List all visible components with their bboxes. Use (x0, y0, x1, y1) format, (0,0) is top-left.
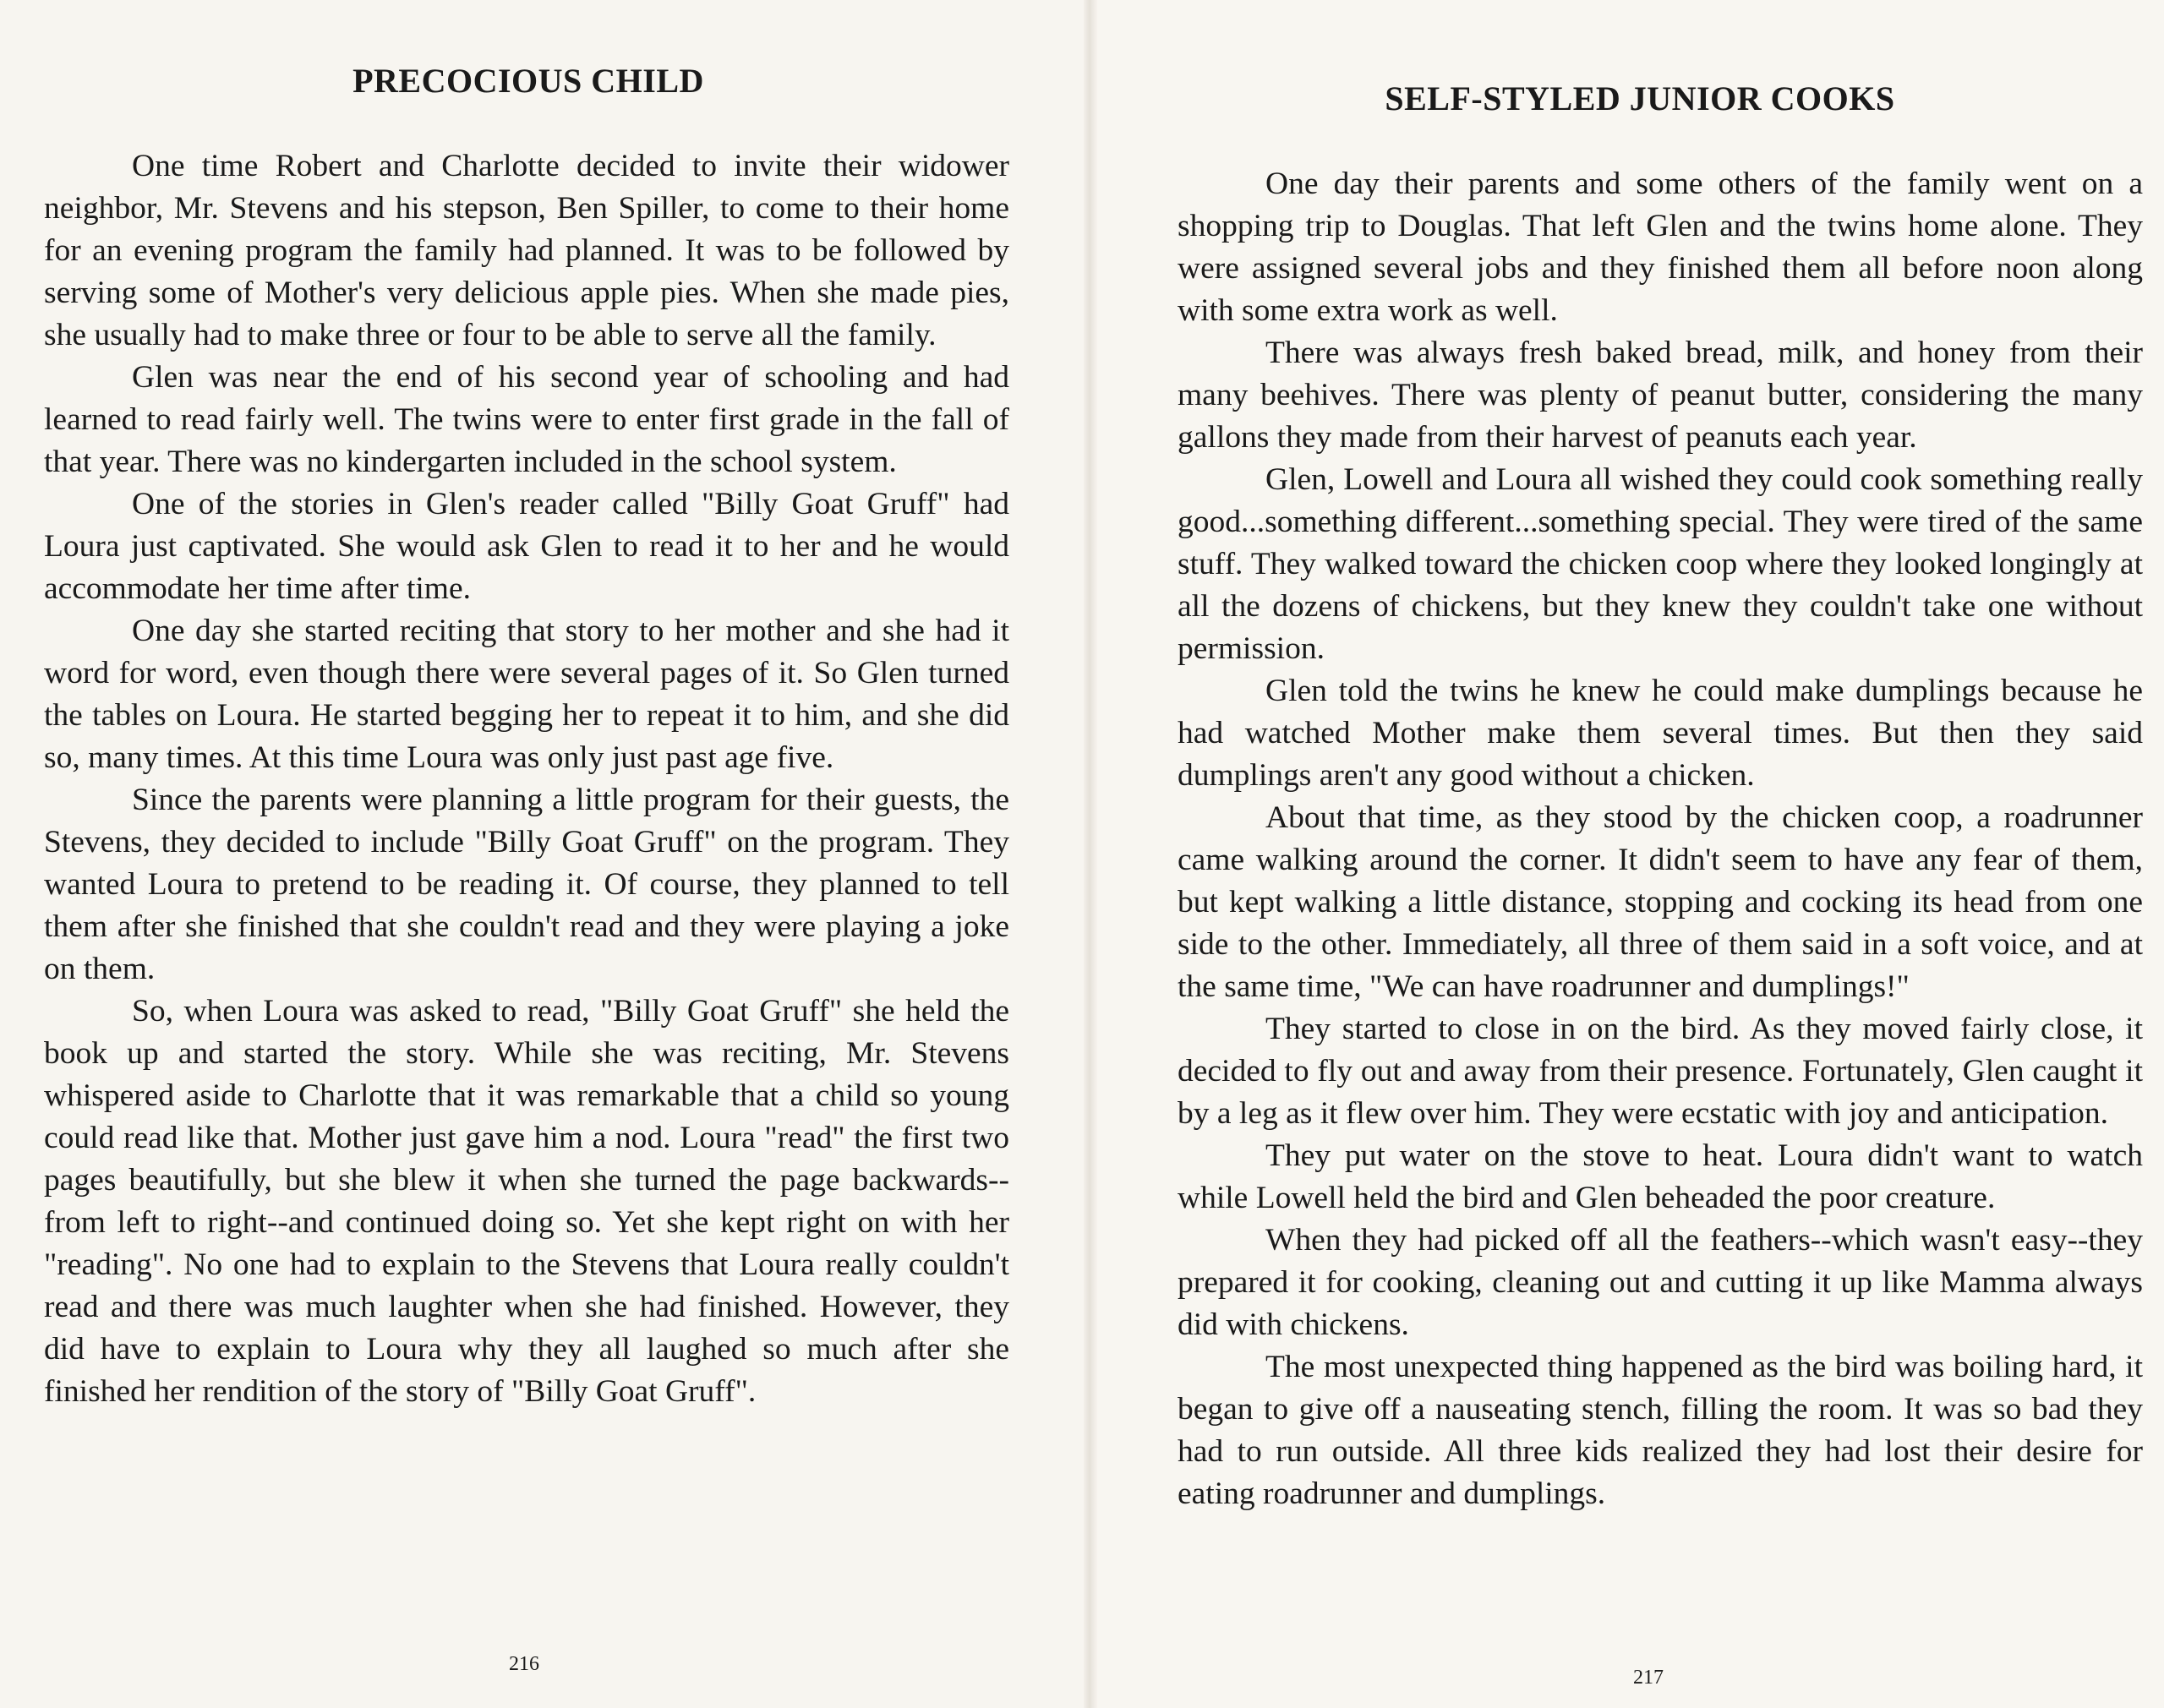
page-number-left: 216 (509, 1653, 539, 1675)
chapter-title-left: PRECOCIOUS CHILD (352, 62, 704, 100)
paragraph: When they had picked off all the feathers--which wasn't easy--they prepared it for cooking, cleaning out and cutting it up like Mamma always did with chickens. (1178, 1223, 2143, 1342)
paragraph: Glen told the twins he knew he could make dumplings because he had watched Mother make them several times. But then they said dumplings aren't any good without a chicken. (1178, 674, 2143, 793)
paragraph: One day she started reciting that story to her mother and she had it word for word, even though there were several pages of it. So Glen turned the tables on Loura. He started begging her to repeat it to him, and she did so, many times. At this time Loura was only just past age five. (44, 614, 1009, 775)
page-number-right: 217 (1633, 1667, 1664, 1689)
paragraph: The most unexpected thing happened as the bird was boiling hard, it began to give off a nauseating stench, filling the room. It was so bad they had to run outside. All three kids realized they had lost their desire for eating roadrunner and dumplings. (1178, 1350, 2143, 1511)
paragraph: About that time, as they stood by the chicken coop, a roadrunner came walking around the corner. It didn't seem to have any fear of them, but kept walking a little distance, stopping and cocking its head from one side to the other. Immediately, all three of them said in a soft voice, and at the same time, "We can have roadrunner and dumplings!" (1178, 800, 2143, 1004)
paragraph: Glen, Lowell and Loura all wished they could cook something really good...something different...something special. They were tired of the same stuff. They walked toward the chicken coop where they looked longingly at all the dozens of chickens, but they knew they couldn't take one without permission. (1178, 462, 2143, 666)
paragraph: One of the stories in Glen's reader called "Billy Goat Gruff" had Loura just captivated. She would ask Glen to read it to her and he would accommodate her time after time. (44, 487, 1009, 606)
paragraph: One day their parents and some others of the family went on a shopping trip to Douglas. That left Glen and the twins home alone. They were assigned several jobs and they finished them all before noon along with some extra work as well. (1178, 166, 2143, 328)
paragraph: There was always fresh baked bread, milk, and honey from their many beehives. There was plenty of peanut butter, considering the many gallons they made from their harvest of peanuts each year. (1178, 336, 2143, 455)
left-body-text (44, 145, 1009, 1413)
paragraph: Since the parents were planning a little program for their guests, the Stevens, they decided to include "Billy Goat Gruff" on the program. They wanted Loura to pretend to be reading it. Of course, they planned to tell them after she finished that she couldn't read and they were playing a joke on them. (44, 783, 1009, 986)
paragraph: They put water on the stove to heat. Loura didn't want to watch while Lowell held the bird and Glen beheaded the poor creature. (1178, 1138, 2143, 1215)
paragraph: One time Robert and Charlotte decided to invite their widower neighbor, Mr. Stevens and his stepson, Ben Spiller, to come to their home for an evening program the family had planned. It was to be followed by serving some of Mother's very delicious apple pies. When she made pies, she usually had to make three or four to be able to serve all the family. (44, 149, 1009, 352)
chapter-title-right: SELF-STYLED JUNIOR COOKS (1385, 79, 1895, 117)
paragraph: Glen was near the end of his second year of schooling and had learned to read fairly well. The twins were to enter first grade in the fall of that year. There was no kindergarten included in the school system. (44, 360, 1009, 479)
right-page (1090, 0, 2164, 1708)
paragraph: They started to close in on the bird. As they moved fairly close, it decided to fly out and away from their presence. Fortunately, Glen caught it by a leg as it flew over him. They were ecstatic with joy and anticipation. (1178, 1012, 2143, 1131)
right-body-text (1178, 163, 2143, 1515)
paragraph: So, when Loura was asked to read, "Billy Goat Gruff" she held the book up and started the story. While she was reciting, Mr. Stevens whispered aside to Charlotte that it was remarkable that a child so young could read like that. Mother just gave him a nod. Loura "read" the first two pages beautifully, but she blew it when she turned the page backwards--from left to right--and continued doing so. Yet she kept right on with her "reading". No one had to explain to the Stevens that Loura really couldn't read and there was much laughter when she had finished. However, they did have to explain to Loura why they all laughed so much after she finished her rendition of the story of "Billy Goat Gruff". (44, 994, 1009, 1409)
book-gutter (1084, 0, 1097, 1708)
